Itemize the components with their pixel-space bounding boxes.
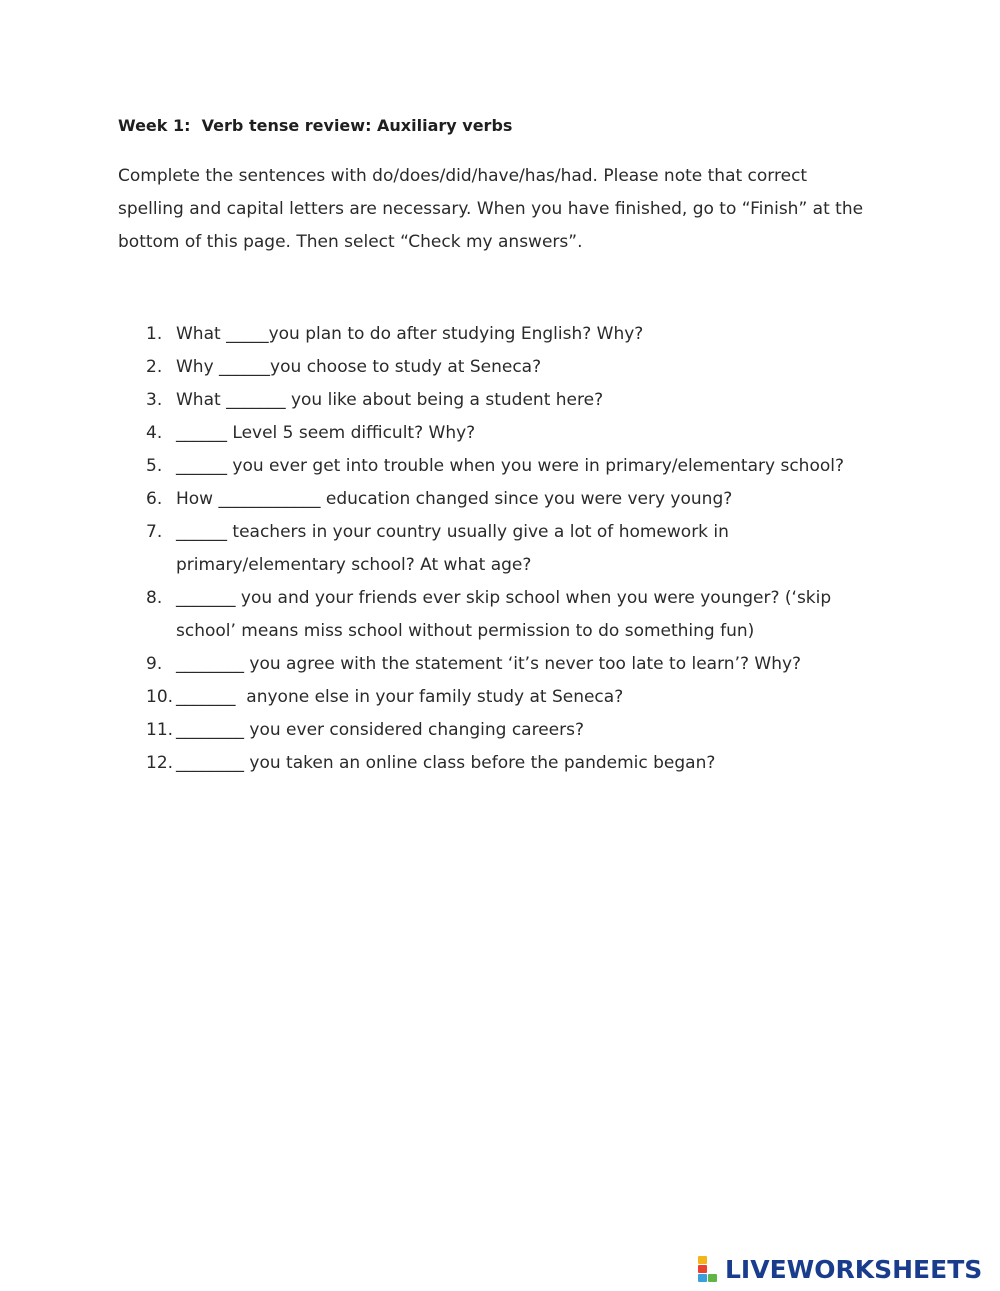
question-item <box>0 516 1000 582</box>
question-item <box>0 351 1000 384</box>
question-number: 9. <box>146 654 163 674</box>
question-item <box>0 318 1000 351</box>
question-text: ______ you ever get into trouble when you were in primary/elementary school? <box>176 456 844 476</box>
question-text: Why ______you choose to study at Seneca? <box>176 357 542 377</box>
question-number: 3. <box>146 390 163 410</box>
question-item <box>0 450 1000 483</box>
question-number: 12. <box>146 753 174 773</box>
instructions-line: spelling and capital letters are necessary. When you have finished, go to “Finish” at the <box>118 199 864 219</box>
question-text-continued: primary/elementary school? At what age? <box>176 555 532 575</box>
question-number: 2. <box>146 357 163 377</box>
instructions-line: Complete the sentences with do/does/did/have/has/had. Please note that correct <box>118 166 808 186</box>
question-text: What _____you plan to do after studying English? Why? <box>176 324 644 344</box>
question-item <box>0 582 1000 648</box>
question-item <box>0 681 1000 714</box>
question-item <box>0 384 1000 417</box>
liveworksheets-logo[interactable] <box>698 1253 982 1285</box>
question-number: 5. <box>146 456 163 476</box>
question-list <box>0 318 1000 780</box>
question-text: ______ teachers in your country usually give a lot of homework in <box>176 522 729 542</box>
question-number: 1. <box>146 324 163 344</box>
logo-text: LIVEWORKSHEETS <box>725 1254 983 1284</box>
question-text: How ____________ education changed since you were very young? <box>176 489 733 509</box>
instructions <box>118 160 898 259</box>
question-item <box>0 417 1000 450</box>
question-text: ________ you agree with the statement ‘it’s never too late to learn’? Why? <box>176 654 802 674</box>
page-title: Week 1: Verb tense review: Auxiliary verbs <box>118 116 513 135</box>
question-item <box>0 714 1000 747</box>
question-text: What _______ you like about being a student here? <box>176 390 604 410</box>
question-text: _______ anyone else in your family study at Seneca? <box>176 687 624 707</box>
question-text: ______ Level 5 seem difficult? Why? <box>176 423 476 443</box>
liveworksheets-logo-icon <box>698 1256 722 1282</box>
question-text: ________ you ever considered changing careers? <box>176 720 584 740</box>
instructions-line: bottom of this page. Then select “Check my answers”. <box>118 232 583 252</box>
question-number: 4. <box>146 423 163 443</box>
question-number: 11. <box>146 720 174 740</box>
question-number: 6. <box>146 489 163 509</box>
question-number: 10. <box>146 687 174 707</box>
question-text: _______ you and your friends ever skip school when you were younger? (‘skip <box>176 588 832 608</box>
question-number: 8. <box>146 588 163 608</box>
question-item <box>0 483 1000 516</box>
question-text: ________ you taken an online class before the pandemic began? <box>176 753 716 773</box>
question-item <box>0 648 1000 681</box>
question-number: 7. <box>146 522 163 542</box>
question-item <box>0 747 1000 780</box>
question-text-continued: school’ means miss school without permission to do something fun) <box>176 621 755 641</box>
